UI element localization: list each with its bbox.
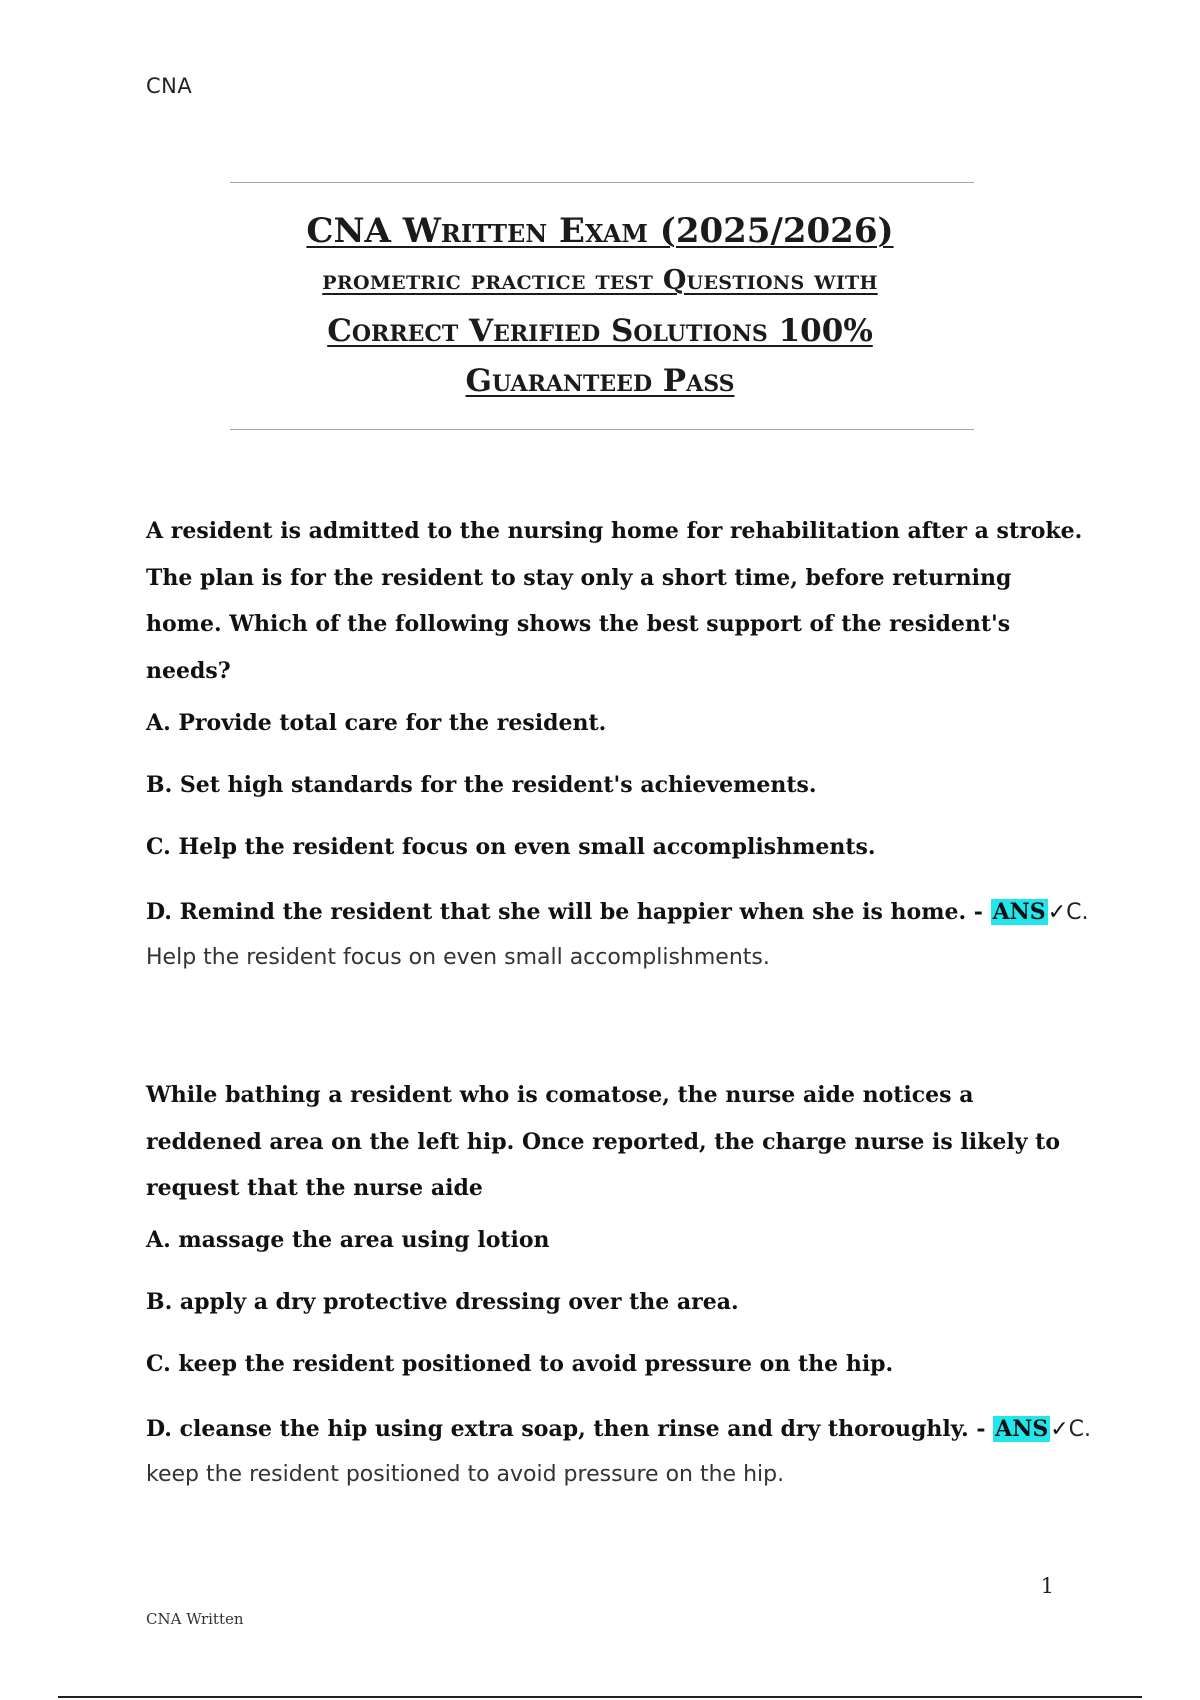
option-d-text: D. cleanse the hip using extra soap, then rinse and dry thoroughly. - [146,1416,986,1442]
page-header: CNA [146,74,193,98]
answer-tag: ANS [992,899,1046,925]
answer-explanation: Help the resident focus on even small accomplishments. [146,945,770,970]
option-d [146,897,1088,928]
option-c: C. keep the resident positioned to avoid pressure on the hip. [146,1351,894,1377]
option-d-text: D. Remind the resident that she will be happier when she is home. - [146,899,983,925]
document-title [180,206,1020,406]
page-number: 1 [1040,1574,1054,1598]
question-stem: A resident is admitted to the nursing home for rehabilitation after a stroke. The plan is for the resident to stay only a short time, before returning home. Which of the following shows the best support of the resident's needs? [146,518,1083,684]
option-b: B. apply a dry protective dressing over the area. [146,1289,739,1315]
answer-tag: ANS [995,1416,1049,1442]
title-line-2: prometric practice test Questions with [322,265,878,296]
option-d [146,1414,1091,1445]
title-line-4: Guaranteed Pass [465,363,735,399]
answer-letter: C. [1066,900,1089,925]
page-footer: CNA Written [146,1610,244,1628]
question-block-1 [146,508,1089,988]
option-a: A. Provide total care for the resident. [146,710,607,736]
option-b: B. Set high standards for the resident's achievements. [146,772,817,798]
check-icon: ✓ [1050,1417,1069,1442]
question-stem: While bathing a resident who is comatose, the nurse aide notices a reddened area on the left hip. Once reported, the charge nurse is likely to request that the nurse aide [146,1082,1060,1201]
option-a: A. massage the area using lotion [146,1227,550,1253]
option-c: C. Help the resident focus on even small accomplishments. [146,834,876,860]
title-top-rule [230,182,974,183]
title-line-3: Correct Verified Solutions 100% [327,313,873,349]
title-line-1: CNA Written Exam (2025/2026) [306,211,894,251]
check-icon: ✓ [1047,900,1067,925]
footer-rule [58,1696,1142,1698]
answer-letter: C. [1068,1417,1092,1442]
question-block-2 [146,1072,1092,1512]
answer-explanation: keep the resident positioned to avoid pressure on the hip. [146,1462,785,1487]
title-bottom-rule [230,429,974,430]
